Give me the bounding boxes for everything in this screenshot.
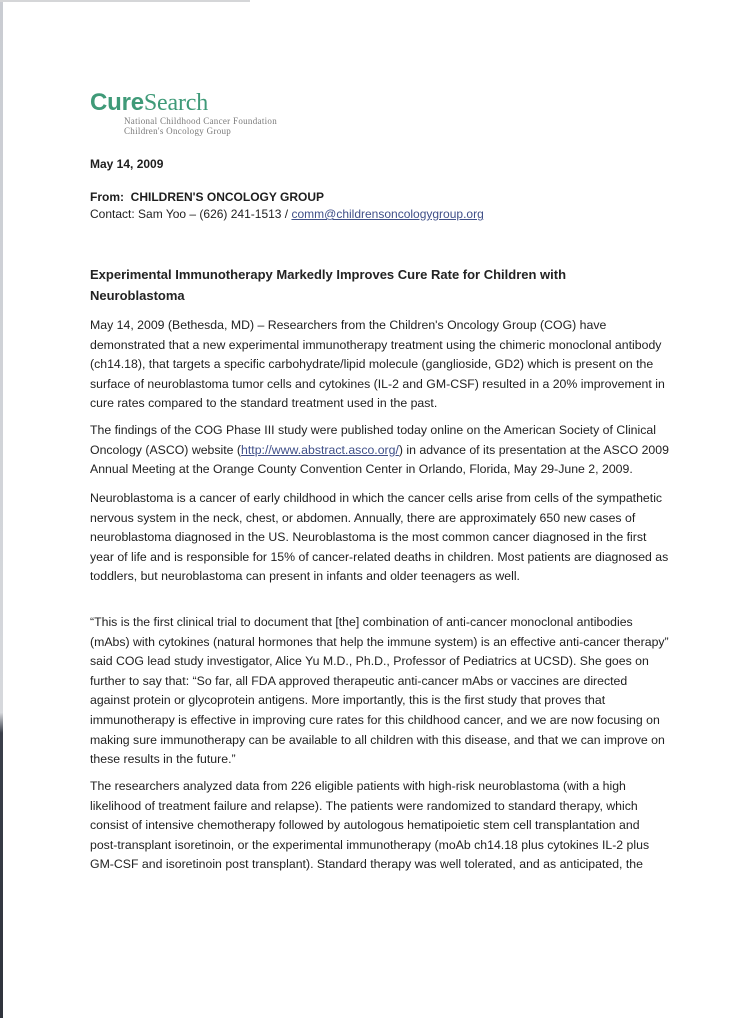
p2-text-after: ) in advance of its presentation at the ASCO 2009 Annual Meeting at the Orange County Convention Center in Orlando, Florida, May 29-June 2, 2009. xyxy=(90,442,669,477)
from-block xyxy=(90,189,484,223)
asco-link[interactable]: http://www.abstract.asco.org/ xyxy=(241,442,399,457)
paragraph-1: May 14, 2009 (Bethesda, MD) – Researchers from the Children's Oncology Group (COG) have demonstrated that a new experimental immunotherapy treatment using the chimeric monoclonal antibody (ch14.18), that targets a specific carbohydrate/lipid molecule (ganglioside, GD2) which is present on the surface of neuroblastoma tumor cells and cytokines (IL-2 and GM-CSF) resulted in a 20% improvement in cure rates compared to the standard treatment used in the past. xyxy=(90,318,665,411)
logo-subtitle-1: National Childhood Cancer Foundation xyxy=(124,116,278,126)
logo-search: Search xyxy=(143,90,208,116)
paragraph-2 xyxy=(90,421,670,480)
contact-line xyxy=(90,206,484,223)
headline: Experimental Immunotherapy Markedly Improves Cure Rate for Children with Neuroblastoma xyxy=(90,267,567,303)
logo-subtitle-2: Children's Oncology Group xyxy=(124,126,232,136)
release-date: May 14, 2009 xyxy=(90,157,164,171)
paragraph-4: “This is the first clinical trial to document that [the] combination of anti-cancer monoclonal antibodies (mAbs) with cytokines (natural hormones that help the immune system) is an effective anti-cancer therapy” said COG lead study investigator, Alice Yu M.D., Ph.D., Professor of Pediatrics at UCSD). She goes on further to say that: “So far, all FDA approved therapeutic anti-cancer mAbs or vaccines are directed against protein or glycoprotein antigens. More importantly, this is the first study that proves that immunotherapy is effective in improving cure rates for this childhood cancer, and we are now focusing on making sure immunotherapy can be available to all children with this disease, and that we can improve on these results in the future.” xyxy=(90,615,669,767)
paragraph-3: Neuroblastoma is a cancer of early childhood in which the cancer cells arise from cells of the sympathetic nervous system in the neck, chest, or abdomen. Annually, there are approximately 650 new cases of neuroblastoma diagnosed in the US. Neuroblastoma is the most common cancer diagnosed in the first year of life and is responsible for 15% of cancer-related deaths in children. Most patients are diagnosed as toddlers, but neuroblastoma can present in infants and older teenagers as well. xyxy=(90,491,669,584)
curesearch-logo xyxy=(90,90,277,136)
p2-text-before: The findings of the COG Phase III study were published today online on the American Society of Clinical Oncology (ASCO) website ( xyxy=(90,423,656,457)
from-label: From: xyxy=(90,190,124,204)
scan-edge-left xyxy=(0,0,3,1018)
scan-edge-top xyxy=(0,0,250,2)
from-value: CHILDREN'S ONCOLOGY GROUP xyxy=(130,190,324,204)
from-line xyxy=(90,189,484,206)
logo-cure: Cure xyxy=(90,89,144,116)
logo-wordmark xyxy=(90,90,277,116)
paragraph-5: The researchers analyzed data from 226 eligible patients with high-risk neuroblastoma (with a high likelihood of treatment failure and relapse). The patients were randomized to standard therapy, which consist of intensive chemotherapy followed by autologous hematipoietic stem cell transplantation and post-transplant isoretinoin, or the experimental immunotherapy (moAb ch14.18 plus cytokines IL-2 plus GM-CSF and isoretinoin post transplant). Standard therapy was well tolerated, and as anticipated, the xyxy=(90,779,650,872)
contact-text: Contact: Sam Yoo – (626) 241-1513 / xyxy=(90,207,292,221)
contact-email-link[interactable]: comm@childrensoncologygroup.org xyxy=(291,207,484,221)
